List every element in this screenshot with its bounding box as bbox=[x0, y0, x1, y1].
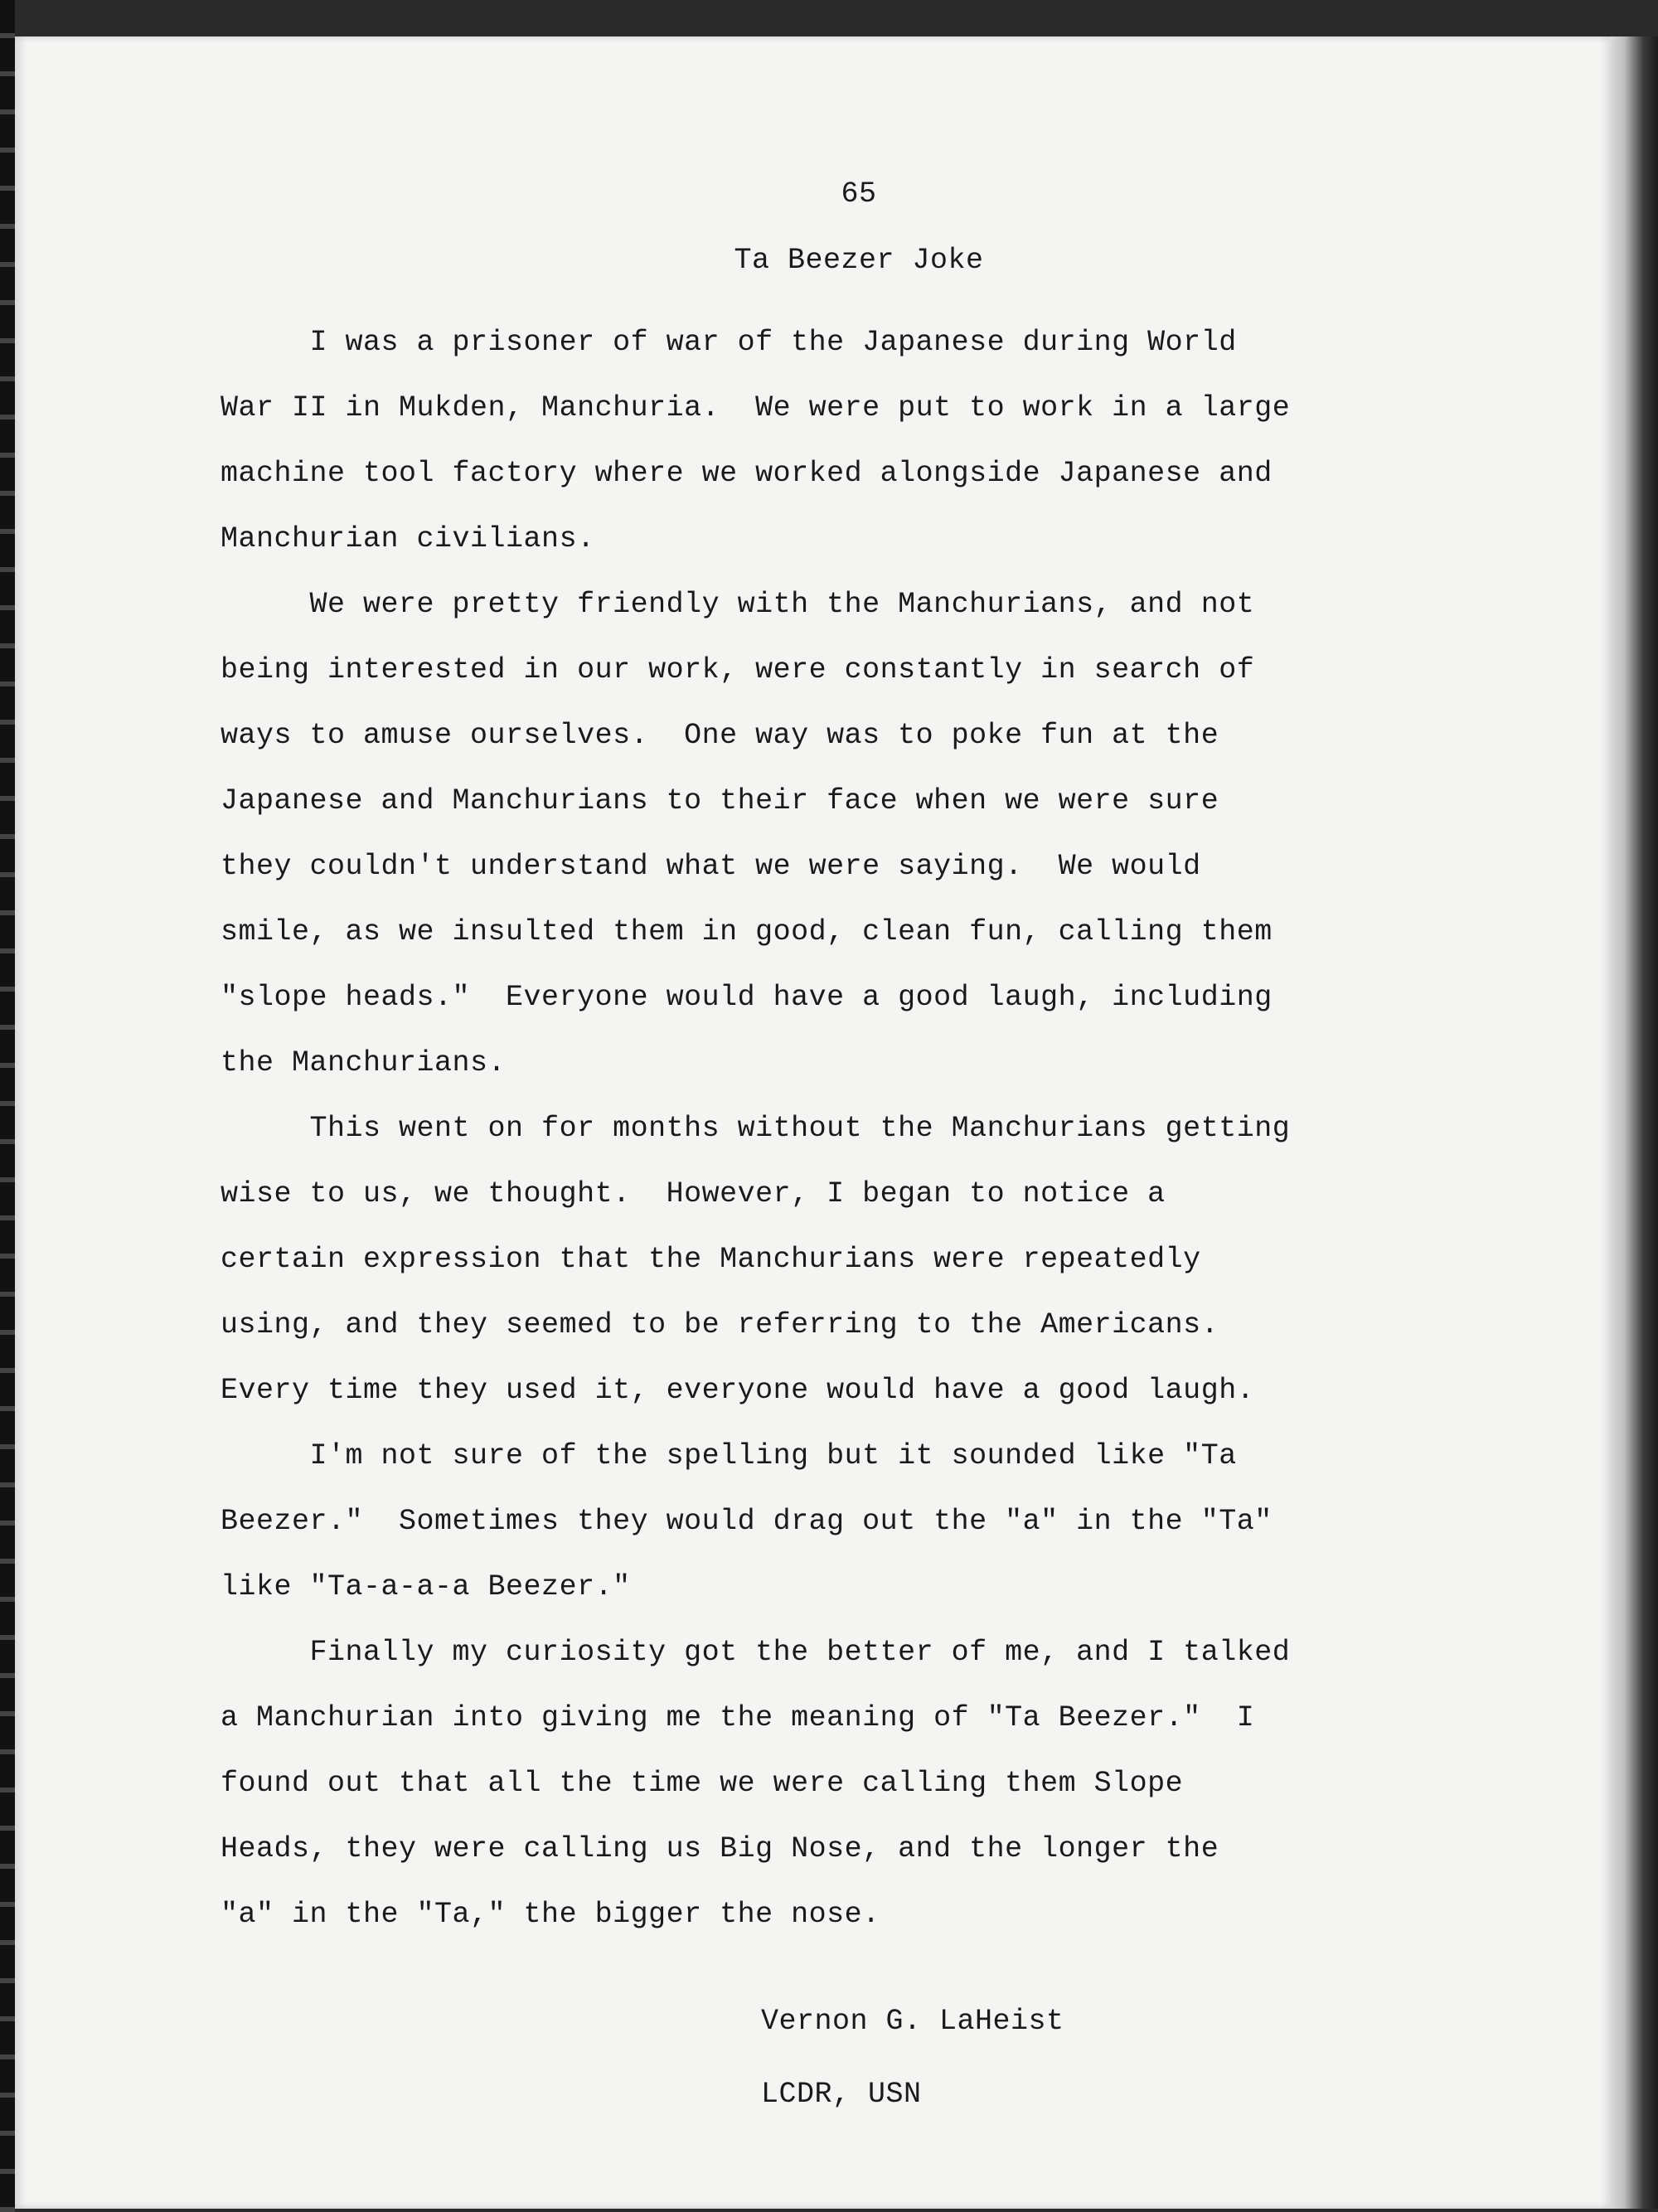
text-line: Every time they used it, everyone would have a good laugh. bbox=[221, 1374, 1255, 1407]
text-line: This went on for months without the Manchurians getting bbox=[221, 1112, 1291, 1145]
text-line: Beezer." Sometimes they would drag out the "a" in the "Ta" bbox=[221, 1505, 1273, 1538]
text-line: a Manchurian into giving me the meaning of "Ta Beezer." I bbox=[221, 1701, 1255, 1734]
signature-name: Vernon G. LaHeist bbox=[761, 2005, 1064, 2038]
text-line: found out that all the time we were calling them Slope bbox=[221, 1767, 1184, 1800]
text-line: "slope heads." Everyone would have a good laugh, including bbox=[221, 981, 1273, 1014]
signature-block bbox=[761, 1985, 1341, 2131]
text-line: Finally my curiosity got the better of me, and I talked bbox=[221, 1636, 1291, 1669]
text-line: smile, as we insulted them in good, clean fun, calling them bbox=[221, 915, 1273, 948]
text-line: ways to amuse ourselves. One way was to poke fun at the bbox=[221, 719, 1219, 752]
binding-edge bbox=[0, 0, 15, 2212]
signature-rank: LCDR, USN bbox=[761, 2078, 922, 2111]
text-line: We were pretty friendly with the Manchurians, and not bbox=[221, 588, 1255, 621]
text-line: Manchurian civilians. bbox=[221, 522, 595, 555]
text-line: War II in Mukden, Manchuria. We were put to work in a large bbox=[221, 391, 1291, 424]
page-number: 65 bbox=[841, 177, 877, 211]
text-line: they couldn't understand what we were saying. We would bbox=[221, 850, 1201, 883]
text-line: Heads, they were calling us Big Nose, and the longer the bbox=[221, 1832, 1219, 1865]
text-line: Japanese and Manchurians to their face when we were sure bbox=[221, 784, 1219, 817]
text-line: certain expression that the Manchurians were repeatedly bbox=[221, 1243, 1201, 1276]
text-line: being interested in our work, were constantly in search of bbox=[221, 653, 1255, 686]
text-line: I'm not sure of the spelling but it sounded like "Ta bbox=[221, 1439, 1237, 1472]
text-line: the Manchurians. bbox=[221, 1046, 507, 1079]
text-line: like "Ta-a-a-a Beezer." bbox=[221, 1570, 631, 1603]
page-stack-edge bbox=[1610, 36, 1658, 2209]
body-text bbox=[221, 310, 1447, 1948]
text-line: I was a prisoner of war of the Japanese during World bbox=[221, 326, 1237, 359]
text-line: machine tool factory where we worked alongside Japanese and bbox=[221, 457, 1273, 490]
document-page bbox=[15, 36, 1610, 2209]
text-line: using, and they seemed to be referring to the Americans. bbox=[221, 1308, 1219, 1341]
text-line: "a" in the "Ta," the bigger the nose. bbox=[221, 1898, 880, 1931]
page-title: Ta Beezer Joke bbox=[734, 244, 984, 277]
text-line: wise to us, we thought. However, I began to notice a bbox=[221, 1177, 1166, 1210]
